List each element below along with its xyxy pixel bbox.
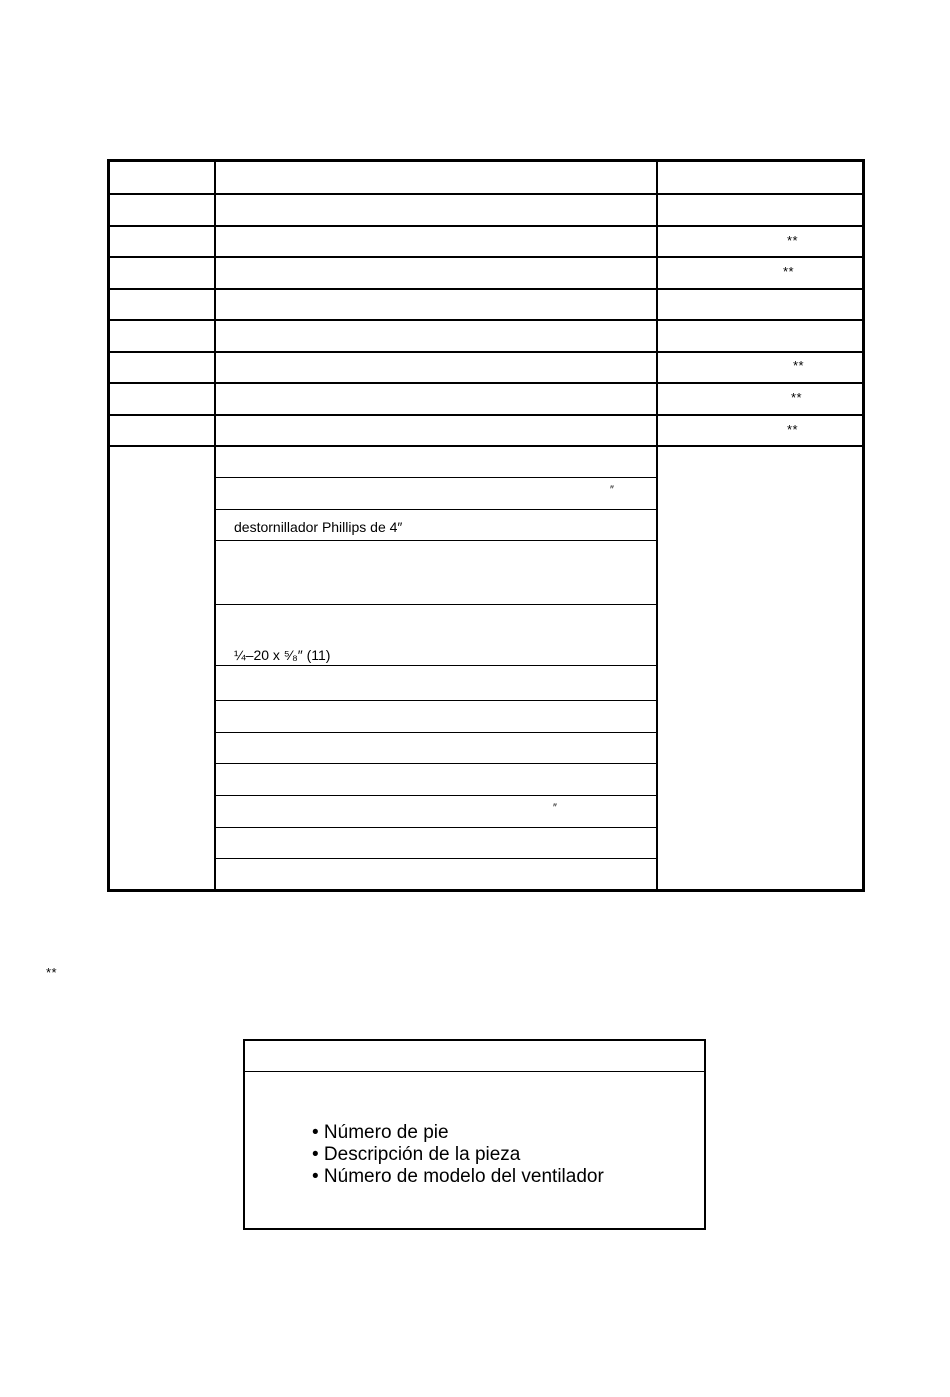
- order-info-list: [312, 1122, 604, 1188]
- box-divider: [245, 1071, 704, 1072]
- inch-mark: ″: [553, 802, 557, 814]
- part-description: destornillador Phillips de 4″: [234, 519, 403, 535]
- row-divider: [110, 414, 862, 416]
- row-divider: [216, 763, 656, 764]
- row-divider: [216, 604, 656, 605]
- row-divider: [216, 827, 656, 828]
- footnote-mark: **: [46, 965, 58, 980]
- qty-mark: **: [783, 264, 795, 279]
- row-divider: [216, 732, 656, 733]
- row-divider: [216, 509, 656, 510]
- row-divider: [216, 477, 656, 478]
- row-divider: [110, 319, 862, 321]
- part-description: ¼–20 x ⁵⁄₈″ (11): [234, 647, 331, 663]
- row-divider: [110, 351, 862, 353]
- row-divider: [110, 225, 862, 227]
- row-divider: [216, 700, 656, 701]
- qty-mark: **: [787, 233, 799, 248]
- row-divider: [216, 540, 656, 541]
- column-divider: [656, 162, 658, 889]
- qty-mark: **: [791, 390, 803, 405]
- parts-table: [107, 159, 865, 892]
- row-divider: [216, 858, 656, 859]
- order-info-box: [243, 1039, 706, 1230]
- row-divider: [110, 288, 862, 290]
- row-divider: [110, 445, 862, 447]
- column-divider: [214, 162, 216, 889]
- inch-mark: ″: [610, 484, 614, 496]
- qty-mark: **: [787, 422, 799, 437]
- row-divider: [216, 795, 656, 796]
- row-divider: [216, 665, 656, 666]
- row-divider: [110, 256, 862, 258]
- row-divider: [110, 382, 862, 384]
- row-divider: [110, 193, 862, 195]
- list-item: • Número de modelo del ventilador: [312, 1166, 604, 1187]
- qty-mark: **: [793, 358, 805, 373]
- list-item: • Descripción de la pieza: [312, 1144, 521, 1165]
- list-item: • Número de pie: [312, 1122, 449, 1143]
